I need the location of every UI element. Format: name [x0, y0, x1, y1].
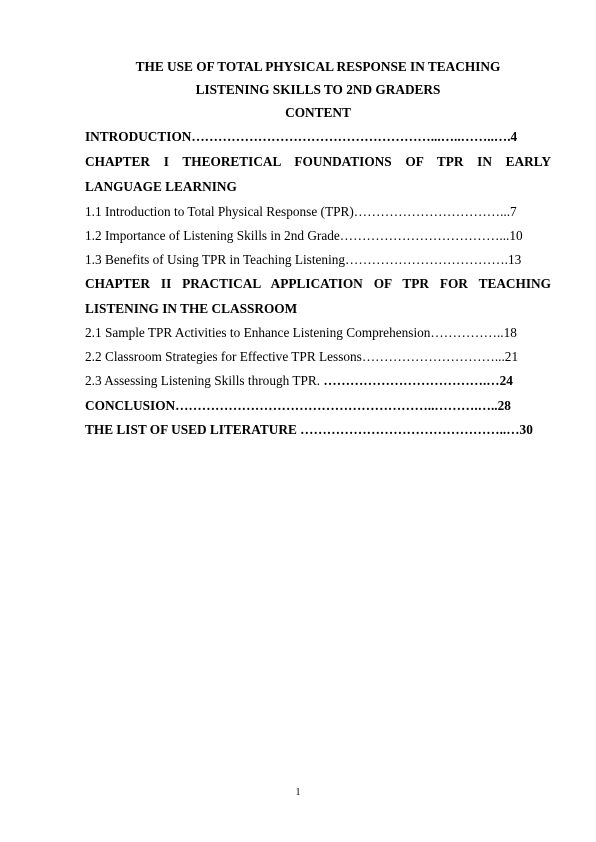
toc-section-1-2: 1.2 Importance of Listening Skills in 2nd Grade………………………………...10	[85, 228, 523, 243]
toc-section-2-3	[85, 373, 513, 389]
toc-section-1-3: 1.3 Benefits of Using TPR in Teaching Listening……………………………….13	[85, 252, 522, 267]
toc-conclusion: CONCLUSION…………………………………………………..……….…..28	[85, 398, 511, 413]
document-title-line-1: THE USE OF TOTAL PHYSICAL RESPONSE IN TEACHING	[135, 59, 501, 74]
toc-section-2-2: 2.2 Classroom Strategies for Effective TPR Lessons…………………………...21	[85, 349, 519, 364]
toc-section-2-3-leader: ……………………………….…24	[320, 373, 513, 388]
toc-chapter-1-line-1: CHAPTER I THEORETICAL FOUNDATIONS OF TPR IN EARLY	[85, 154, 551, 169]
toc-section-2-3-text: 2.3 Assessing Listening Skills through TPR.	[85, 373, 321, 388]
document-title-line-2: LISTENING SKILLS TO 2ND GRADERS	[195, 82, 441, 97]
toc-section-2-1: 2.1 Sample TPR Activities to Enhance Listening Comprehension……………..18	[85, 325, 517, 340]
toc-chapter-1-line-2: LANGUAGE LEARNING	[85, 179, 237, 194]
toc-introduction: INTRODUCTION………………………………………………...…..……..….4	[85, 129, 518, 144]
content-heading: CONTENT	[285, 105, 351, 120]
toc-chapter-2-line-2: LISTENING IN THE CLASSROOM	[85, 301, 298, 316]
page-number: 1	[295, 787, 301, 798]
toc-literature: THE LIST OF USED LITERATURE ………………………………………..…30	[85, 422, 533, 437]
toc-chapter-2-line-1: CHAPTER II PRACTICAL APPLICATION OF TPR FOR TEACHING	[85, 276, 551, 291]
toc-section-1-1: 1.1 Introduction to Total Physical Response (TPR)……………………………...7	[85, 204, 517, 219]
